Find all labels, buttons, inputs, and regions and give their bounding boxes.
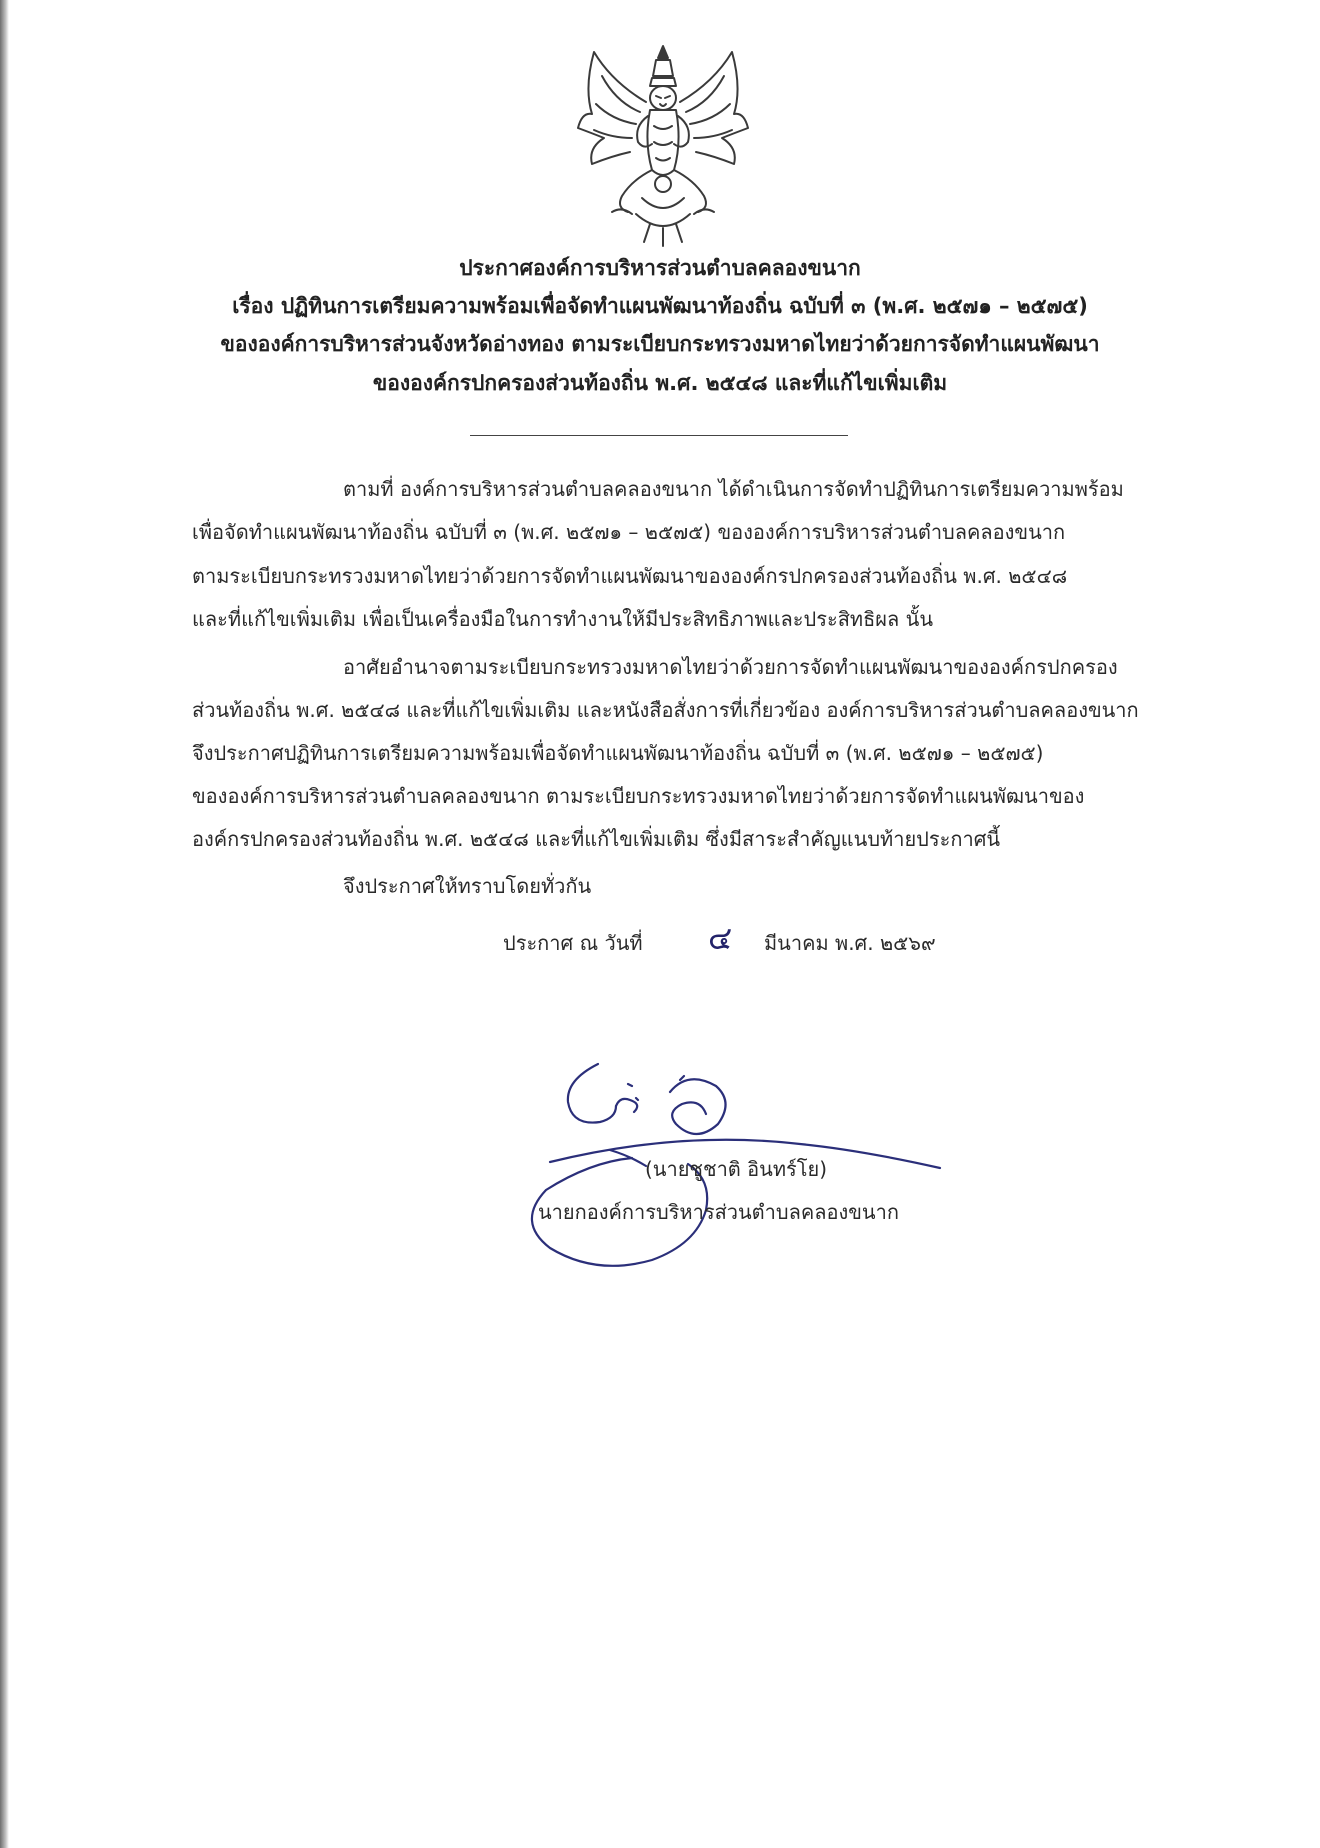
paragraph-2-line-2: ส่วนท้องถิ่น พ.ศ. ๒๕๔๘ และที่แก้ไขเพิ่มเติม และหนังสือสั่งการที่เกี่ยวข้อง องค์การบริหารส่วนตำบลคลองขนาก xyxy=(192,698,1139,722)
paragraph-1-line-1: ตามที่ องค์การบริหารส่วนตำบลคลองขนาก ได้ดำเนินการจัดทำปฏิทินการเตรียมความพร้อม xyxy=(343,477,1124,501)
signer-position: นายกองค์การบริหารส่วนตำบลคลองขนาก xyxy=(538,1200,899,1224)
subject-line-2: ขององค์การบริหารส่วนจังหวัดอ่างทอง ตามระเบียบกระทรวงมหาดไทยว่าด้วยการจัดทำแผนพัฒนา xyxy=(220,332,1100,356)
paragraph-2-line-5: องค์กรปกครองส่วนท้องถิ่น พ.ศ. ๒๕๔๘ และที่แก้ไขเพิ่มเติม ซึ่งมีสาระสำคัญแนบท้ายประกาศนี้ xyxy=(192,827,1001,851)
paragraph-1-line-2: เพื่อจัดทำแผนพัฒนาท้องถิ่น ฉบับที่ ๓ (พ.ศ. ๒๕๗๑ – ๒๕๗๕) ขององค์การบริหารส่วนตำบลคลองขนาก xyxy=(192,520,1066,544)
garuda-emblem xyxy=(572,42,754,248)
signer-name: (นายชูชาติ อินทร์โย) xyxy=(645,1157,828,1181)
date-prefix: ประกาศ ณ วันที่ xyxy=(503,931,643,955)
paragraph-2-line-4: ขององค์การบริหารส่วนตำบลคลองขนาก ตามระเบียบกระทรวงมหาดไทยว่าด้วยการจัดทำแผนพัฒนาของ xyxy=(192,784,1085,808)
date-month-year: มีนาคม พ.ศ. ๒๕๖๙ xyxy=(764,931,936,955)
paragraph-2-line-1: อาศัยอำนาจตามระเบียบกระทรวงมหาดไทยว่าด้วยการจัดทำแผนพัฒนาขององค์กรปกครอง xyxy=(343,655,1118,679)
paragraph-1-line-3: ตามระเบียบกระทรวงมหาดไทยว่าด้วยการจัดทำแผนพัฒนาขององค์กรปกครองส่วนท้องถิ่น พ.ศ. ๒๕๔๘ xyxy=(192,564,1068,588)
announcement-title: ประกาศองค์การบริหารส่วนตำบลคลองขนาก xyxy=(459,256,861,280)
closing-statement: จึงประกาศให้ทราบโดยทั่วกัน xyxy=(343,874,592,898)
paragraph-1-line-4: และที่แก้ไขเพิ่มเติม เพื่อเป็นเครื่องมือในการทำงานให้มีประสิทธิภาพและประสิทธิผล นั้น xyxy=(192,607,933,631)
subject-line-1: เรื่อง ปฏิทินการเตรียมความพร้อมเพื่อจัดทำแผนพัฒนาท้องถิ่น ฉบับที่ ๓ (พ.ศ. ๒๕๗๑ – ๒๕๗๕) xyxy=(232,294,1088,318)
heading-divider xyxy=(470,435,848,436)
paragraph-2-line-3: จึงประกาศปฏิทินการเตรียมความพร้อมเพื่อจัดทำแผนพัฒนาท้องถิ่น ฉบับที่ ๓ (พ.ศ. ๒๕๗๑ – ๒๕๗๕) xyxy=(192,741,1044,765)
date-day: ๔ xyxy=(708,919,733,957)
subject-line-3: ขององค์กรปกครองส่วนท้องถิ่น พ.ศ. ๒๕๔๘ และที่แก้ไขเพิ่มเติม xyxy=(372,371,948,395)
